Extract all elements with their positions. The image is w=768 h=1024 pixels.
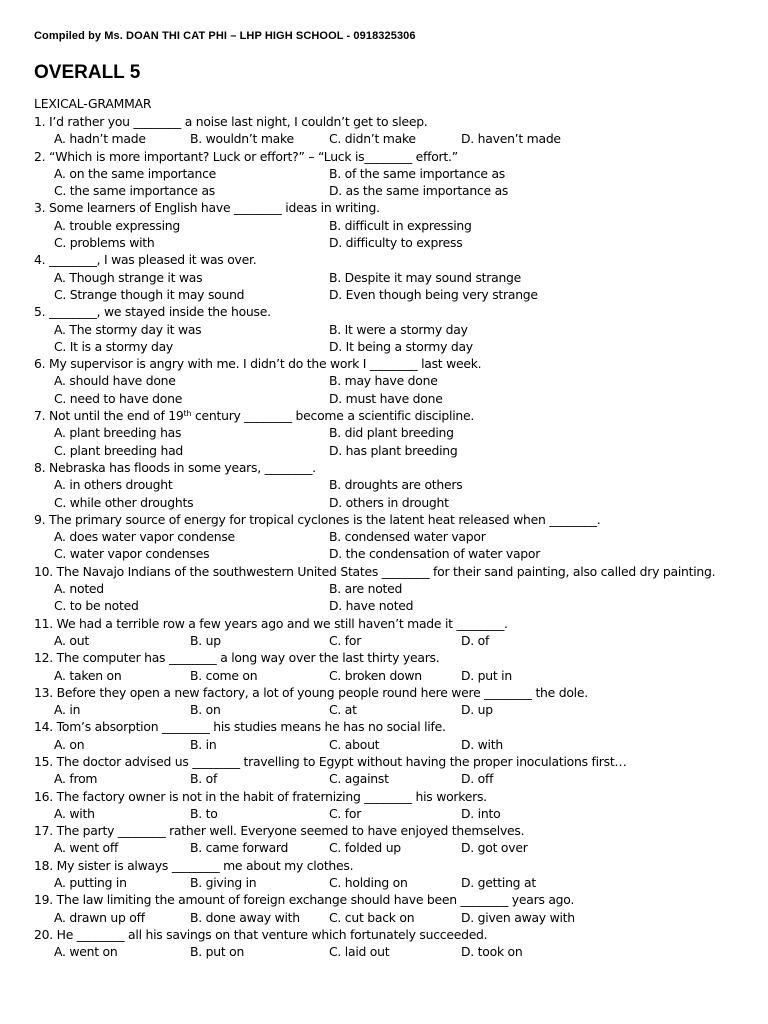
answer-option[interactable]: B. done away with bbox=[190, 909, 300, 925]
answer-option[interactable]: B. giving in bbox=[190, 875, 257, 891]
answer-option[interactable]: C. problems with bbox=[54, 235, 155, 251]
answer-option[interactable]: A. Though strange it was bbox=[54, 269, 203, 285]
answer-option[interactable]: C. about bbox=[329, 736, 380, 752]
question-text: The law limiting the amount of foreign exchange should have been ________ years ago. bbox=[56, 892, 575, 908]
answer-option[interactable]: C. Strange though it may sound bbox=[54, 286, 245, 302]
answer-option[interactable]: B. come on bbox=[190, 667, 258, 683]
question-stem bbox=[34, 649, 750, 666]
answer-option[interactable]: D. up bbox=[461, 702, 493, 718]
answer-option[interactable]: B. may have done bbox=[329, 373, 438, 389]
question-item bbox=[34, 199, 750, 251]
page-title: OVERALL 5 bbox=[34, 62, 141, 83]
answer-option[interactable]: D. getting at bbox=[461, 875, 536, 891]
question-item bbox=[34, 355, 750, 407]
answer-option[interactable]: B. did plant breeding bbox=[329, 425, 454, 441]
answer-option[interactable]: D. took on bbox=[461, 944, 523, 960]
question-stem bbox=[34, 891, 750, 908]
question-stem bbox=[34, 355, 750, 372]
question-text: Some learners of English have ________ ideas in writing. bbox=[49, 200, 380, 216]
question-text: Nebraska has floods in some years, ________. bbox=[49, 459, 316, 475]
answer-option[interactable]: B. wouldn’t make bbox=[190, 131, 294, 147]
options-row bbox=[34, 805, 750, 822]
question-number: 14. bbox=[34, 719, 53, 735]
question-stem bbox=[34, 684, 750, 701]
options-row bbox=[34, 943, 750, 960]
question-stem bbox=[34, 563, 750, 580]
answer-option[interactable]: B. of the same importance as bbox=[329, 165, 505, 181]
answer-option[interactable]: A. drawn up off bbox=[54, 909, 145, 925]
answer-option[interactable]: C. the same importance as bbox=[54, 183, 216, 199]
answer-option[interactable]: D. haven’t made bbox=[461, 131, 561, 147]
question-text: We had a terrible row a few years ago and we still haven’t made it ________. bbox=[56, 615, 508, 631]
options-row bbox=[34, 442, 750, 459]
answer-option[interactable]: D. given away with bbox=[461, 909, 575, 925]
answer-option[interactable]: D. Even though being very strange bbox=[329, 286, 538, 302]
question-text: ________, I was pleased it was over. bbox=[49, 252, 257, 268]
question-number: 12. bbox=[34, 650, 53, 666]
answer-option[interactable]: D. has plant breeding bbox=[329, 442, 458, 458]
answer-option[interactable]: B. are noted bbox=[329, 581, 403, 597]
question-item bbox=[34, 407, 750, 459]
question-text: The computer has ________ a long way over the last thirty years. bbox=[56, 650, 440, 666]
question-item bbox=[34, 303, 750, 355]
options-row bbox=[34, 874, 750, 891]
answer-option[interactable]: D. with bbox=[461, 736, 503, 752]
question-stem bbox=[34, 822, 750, 839]
question-stem bbox=[34, 303, 750, 320]
answer-option[interactable]: B. Despite it may sound strange bbox=[329, 269, 522, 285]
options-row bbox=[34, 217, 750, 234]
answer-option[interactable]: D. must have done bbox=[329, 390, 443, 406]
answer-option[interactable]: D. off bbox=[461, 771, 494, 787]
options-row bbox=[34, 372, 750, 389]
options-row bbox=[34, 494, 750, 511]
answer-option[interactable]: A. on the same importance bbox=[54, 165, 217, 181]
question-item bbox=[34, 649, 750, 684]
answer-option[interactable]: B. condensed water vapor bbox=[329, 529, 486, 545]
question-text: The doctor advised us ________ travelling to Egypt without having the proper inoculations first… bbox=[56, 753, 627, 769]
options-row bbox=[34, 269, 750, 286]
superscript: th bbox=[183, 409, 192, 419]
answer-option[interactable]: A. in bbox=[54, 702, 81, 718]
answer-option[interactable]: D. put in bbox=[461, 667, 512, 683]
question-text: He ________ all his savings on that venture which fortunately succeeded. bbox=[56, 926, 488, 942]
answer-option[interactable]: C. cut back on bbox=[329, 909, 415, 925]
question-item bbox=[34, 891, 750, 926]
question-item bbox=[34, 615, 750, 650]
answer-option[interactable]: C. broken down bbox=[329, 667, 422, 683]
answer-option[interactable]: C. plant breeding had bbox=[54, 442, 184, 458]
question-number: 1. bbox=[34, 114, 46, 129]
question-number: 10. bbox=[34, 563, 53, 579]
answer-option[interactable]: B. up bbox=[190, 632, 221, 648]
answer-option[interactable]: B. to bbox=[190, 805, 218, 821]
question-text: My supervisor is angry with me. I didn’t do the work I ________ last week. bbox=[49, 356, 482, 372]
question-stem bbox=[34, 718, 750, 735]
question-text: The Navajo Indians of the southwestern United States ________ for their sand painting, also called dry painting. bbox=[56, 563, 716, 579]
question-item bbox=[34, 684, 750, 719]
question-item bbox=[34, 857, 750, 892]
answer-option[interactable]: A. hadn’t made bbox=[54, 131, 146, 147]
options-row bbox=[34, 909, 750, 926]
answer-option[interactable]: B. came forward bbox=[190, 840, 289, 856]
options-row bbox=[34, 390, 750, 407]
question-text: “Which is more important? Luck or effort?” – “Luck is________ effort.” bbox=[49, 148, 458, 164]
question-number: 9. bbox=[34, 511, 46, 527]
question-item bbox=[34, 788, 750, 823]
answer-option[interactable]: C. to be noted bbox=[54, 598, 139, 614]
answer-option[interactable]: C. folded up bbox=[329, 840, 401, 856]
options-row bbox=[34, 321, 750, 338]
answer-option[interactable]: D. of bbox=[461, 632, 490, 648]
answer-option[interactable]: D. as the same importance as bbox=[329, 183, 509, 199]
question-number: 5. bbox=[34, 304, 46, 320]
question-text: The primary source of energy for tropical cyclones is the latent heat released when ________. bbox=[49, 511, 601, 527]
answer-option[interactable]: A. noted bbox=[54, 581, 104, 597]
question-stem bbox=[34, 199, 750, 216]
answer-option[interactable]: C. It is a stormy day bbox=[54, 338, 174, 354]
options-row bbox=[34, 476, 750, 493]
question-text: The party ________ rather well. Everyone seemed to have enjoyed themselves. bbox=[56, 823, 525, 839]
question-number: 8. bbox=[34, 459, 46, 475]
answer-option[interactable]: B. difficult in expressing bbox=[329, 217, 472, 233]
answer-option[interactable]: A. plant breeding has bbox=[54, 425, 182, 441]
options-row bbox=[34, 736, 750, 753]
options-row bbox=[34, 701, 750, 718]
question-item bbox=[34, 148, 750, 200]
question-text: The factory owner is not in the habit of fraternizing ________ his workers. bbox=[56, 788, 487, 804]
answer-option[interactable]: B. on bbox=[190, 702, 221, 718]
options-row bbox=[34, 545, 750, 562]
answer-option[interactable]: B. of bbox=[190, 771, 218, 787]
question-stem bbox=[34, 407, 750, 424]
options-row bbox=[34, 632, 750, 649]
question-text: Not until the end of 19 bbox=[49, 408, 184, 424]
question-number: 11. bbox=[34, 615, 53, 631]
question-stem bbox=[34, 615, 750, 632]
question-stem bbox=[34, 511, 750, 528]
answer-option[interactable]: D. have noted bbox=[329, 598, 414, 614]
question-item bbox=[34, 511, 750, 563]
question-number: 17. bbox=[34, 823, 53, 839]
question-item bbox=[34, 251, 750, 303]
question-text: ________, we stayed inside the house. bbox=[49, 304, 271, 320]
question-stem bbox=[34, 113, 750, 130]
question-stem bbox=[34, 148, 750, 165]
answer-option[interactable]: C. at bbox=[329, 702, 357, 718]
answer-option[interactable]: C. for bbox=[329, 805, 362, 821]
answer-option[interactable]: A. went on bbox=[54, 944, 118, 960]
options-row bbox=[34, 130, 750, 147]
answer-option[interactable]: D. It being a stormy day bbox=[329, 338, 473, 354]
question-text: Before they open a new factory, a lot of young people round here were ________ the dole. bbox=[56, 684, 588, 700]
question-number: 7. bbox=[34, 408, 46, 424]
question-text: My sister is always ________ me about my clothes. bbox=[56, 857, 354, 873]
options-row bbox=[34, 165, 750, 182]
question-list bbox=[34, 113, 750, 961]
answer-option[interactable]: A. trouble expressing bbox=[54, 217, 180, 233]
answer-option[interactable]: D. difficulty to express bbox=[329, 235, 463, 251]
answer-option[interactable]: A. out bbox=[54, 632, 89, 648]
answer-option[interactable]: A. does water vapor condense bbox=[54, 529, 235, 545]
answer-option[interactable]: D. into bbox=[461, 805, 501, 821]
question-stem bbox=[34, 251, 750, 268]
question-text: I’d rather you ________ a noise last night, I couldn’t get to sleep. bbox=[49, 114, 428, 129]
options-row bbox=[34, 770, 750, 787]
question-item bbox=[34, 753, 750, 788]
question-number: 2. bbox=[34, 148, 46, 164]
question-number: 13. bbox=[34, 684, 53, 700]
question-stem bbox=[34, 753, 750, 770]
answer-option[interactable]: A. The stormy day it was bbox=[54, 321, 202, 337]
question-item bbox=[34, 459, 750, 511]
answer-option[interactable]: C. laid out bbox=[329, 944, 390, 960]
compiler-header: Compiled by Ms. DOAN THI CAT PHI – LHP HIGH SCHOOL - 0918325306 bbox=[34, 30, 416, 42]
answer-option[interactable]: A. should have done bbox=[54, 373, 176, 389]
answer-option[interactable]: A. in others drought bbox=[54, 477, 173, 493]
options-row bbox=[34, 597, 750, 614]
question-stem bbox=[34, 926, 750, 943]
answer-option[interactable]: C. against bbox=[329, 771, 389, 787]
question-number: 3. bbox=[34, 200, 46, 216]
answer-option[interactable]: C. holding on bbox=[329, 875, 408, 891]
question-number: 16. bbox=[34, 788, 53, 804]
question-item bbox=[34, 718, 750, 753]
answer-option[interactable]: A. putting in bbox=[54, 875, 127, 891]
options-row bbox=[34, 182, 750, 199]
answer-option[interactable]: C. water vapor condenses bbox=[54, 546, 210, 562]
answer-option[interactable]: C. while other droughts bbox=[54, 494, 194, 510]
question-number: 18. bbox=[34, 857, 53, 873]
options-row bbox=[34, 234, 750, 251]
question-stem bbox=[34, 857, 750, 874]
answer-option[interactable]: B. It were a stormy day bbox=[329, 321, 468, 337]
question-stem bbox=[34, 788, 750, 805]
question-number: 15. bbox=[34, 753, 53, 769]
question-item bbox=[34, 113, 750, 148]
answer-option[interactable]: B. put on bbox=[190, 944, 245, 960]
answer-option[interactable]: B. in bbox=[190, 736, 217, 752]
question-text: century ________ become a scientific discipline. bbox=[191, 408, 475, 424]
question-item bbox=[34, 822, 750, 857]
answer-option[interactable]: A. with bbox=[54, 805, 95, 821]
section-heading: LEXICAL-GRAMMAR bbox=[34, 96, 152, 111]
question-item bbox=[34, 563, 750, 615]
answer-option[interactable]: C. need to have done bbox=[54, 390, 183, 406]
answer-option[interactable]: D. others in drought bbox=[329, 494, 449, 510]
answer-option[interactable]: D. got over bbox=[461, 840, 528, 856]
answer-option[interactable]: C. for bbox=[329, 632, 362, 648]
options-row bbox=[34, 424, 750, 441]
question-item bbox=[34, 926, 750, 961]
answer-option[interactable]: D. the condensation of water vapor bbox=[329, 546, 541, 562]
answer-option[interactable]: A. went off bbox=[54, 840, 119, 856]
options-row bbox=[34, 528, 750, 545]
question-number: 4. bbox=[34, 252, 46, 268]
answer-option[interactable]: B. droughts are others bbox=[329, 477, 463, 493]
options-row bbox=[34, 286, 750, 303]
options-row bbox=[34, 580, 750, 597]
answer-option[interactable]: A. from bbox=[54, 771, 98, 787]
question-number: 20. bbox=[34, 926, 53, 942]
question-text: Tom’s absorption ________ his studies means he has no social life. bbox=[56, 719, 446, 735]
answer-option[interactable]: C. didn’t make bbox=[329, 131, 416, 147]
answer-option[interactable]: A. on bbox=[54, 736, 85, 752]
question-stem bbox=[34, 459, 750, 476]
options-row bbox=[34, 338, 750, 355]
options-row bbox=[34, 667, 750, 684]
options-row bbox=[34, 839, 750, 856]
question-number: 19. bbox=[34, 892, 53, 908]
answer-option[interactable]: A. taken on bbox=[54, 667, 122, 683]
question-number: 6. bbox=[34, 356, 46, 372]
